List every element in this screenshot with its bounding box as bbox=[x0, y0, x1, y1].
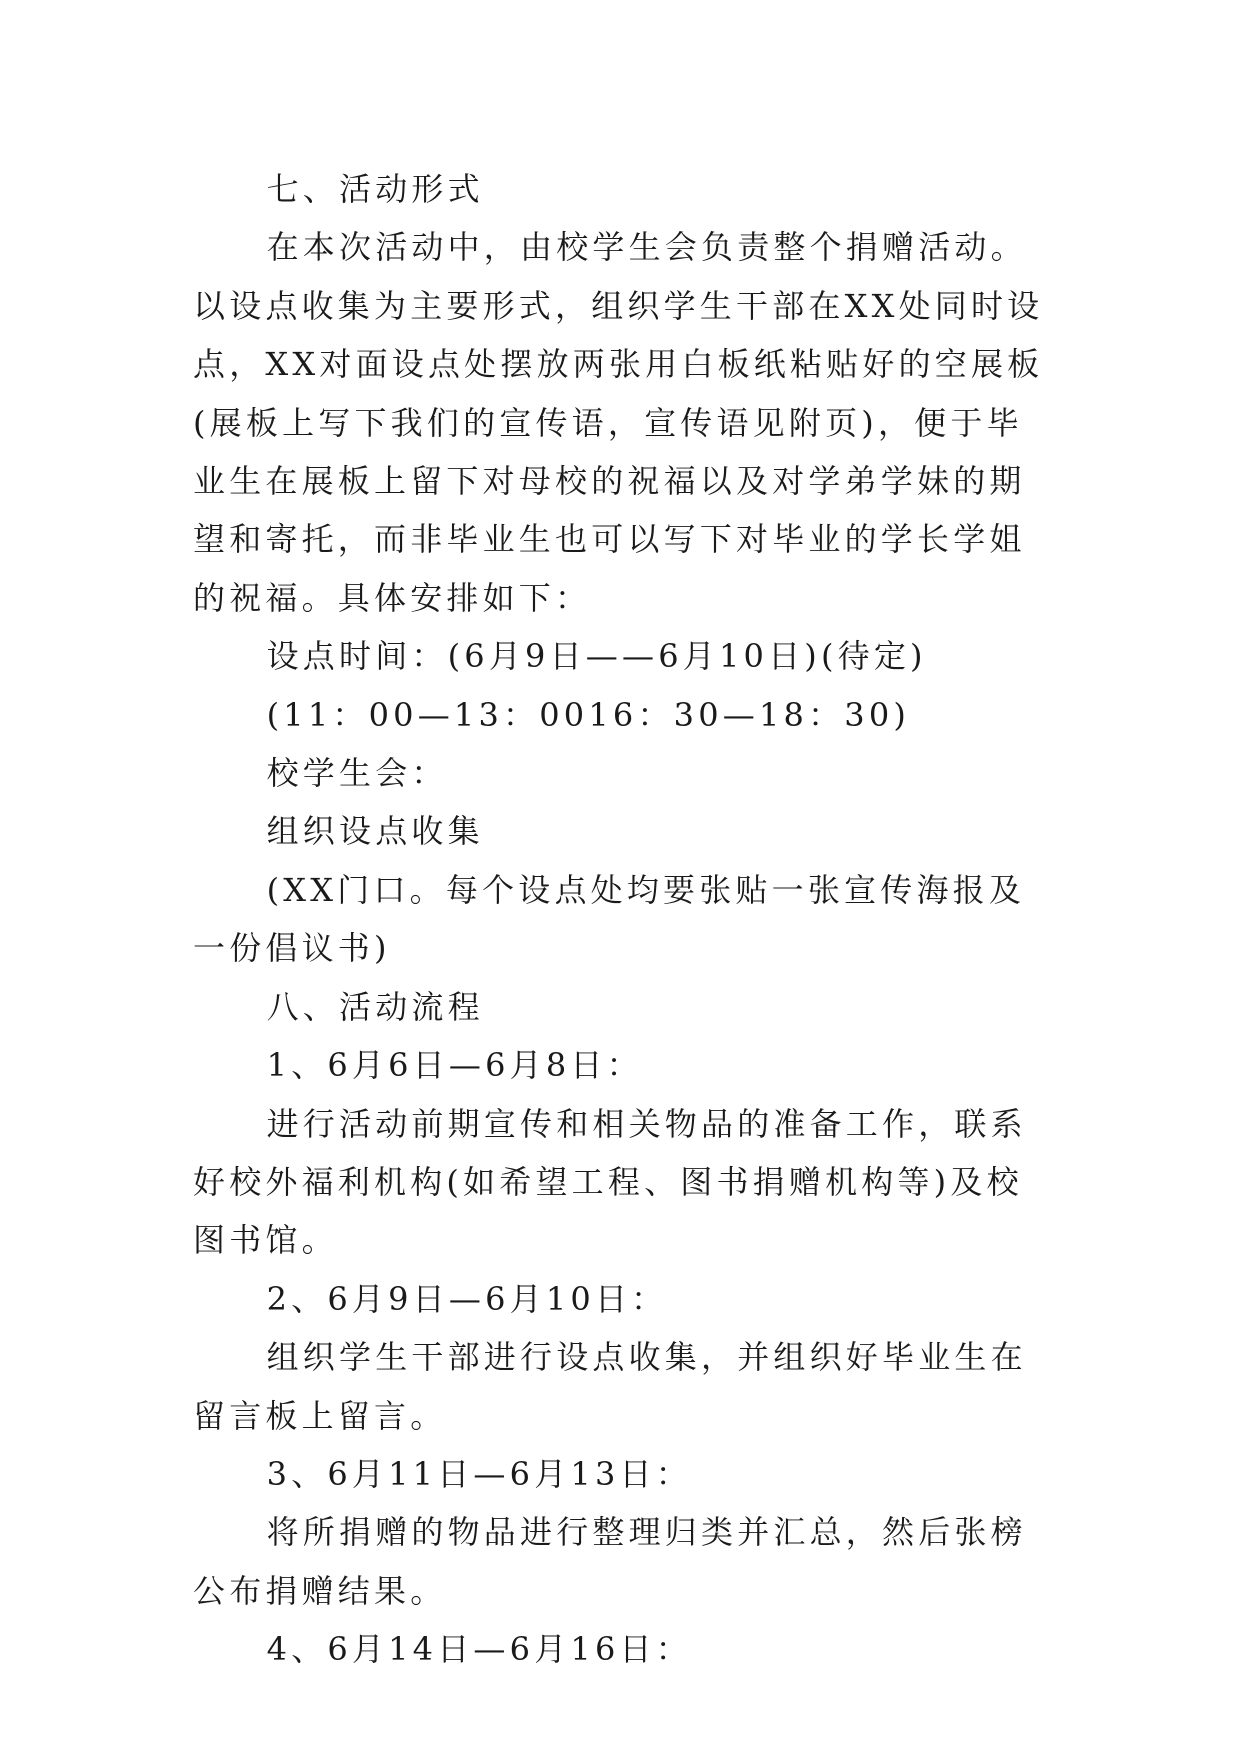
paragraph-step-1-detail: 进行活动前期宣传和相关物品的准备工作，联系好校外福利机构(如希望工程、图书捐赠机构等)及校图书馆。 bbox=[193, 1104, 1027, 1260]
paragraph-step-3-detail: 将所捐赠的物品进行整理归类并汇总，然后张榜公布捐赠结果。 bbox=[193, 1513, 1027, 1610]
paragraph-time-slots: (11：00—13：0016：30—18：30) bbox=[266, 695, 911, 734]
paragraph-organize-collection: 组织设点收集 bbox=[266, 812, 484, 851]
section-heading-activity-form: 七、活动形式 bbox=[266, 170, 484, 208]
paragraph-activity-description: 在本次活动中，由校学生会负责整个捐赠活动。以设点收集为主要形式，组织学生干部在XX处同时设点，XX对面设点处摆放两张用白板纸粘贴好的空展板(展板上写下我们的宣传语，宣传语见附页)，便于毕业生在展板上留下对母校的祝福以及对学弟学妹的期望和寄托，而非毕业生也可以写下对毕业的学长学姐的祝福。具体安排如下： bbox=[193, 228, 1044, 617]
document-body bbox=[193, 160, 1053, 1679]
paragraph-setup-time: 设点时间：(6月9日——6月10日)(待定) bbox=[266, 637, 927, 676]
paragraph-step-2-detail: 组织学生干部进行设点收集，并组织好毕业生在留言板上留言。 bbox=[193, 1338, 1027, 1435]
paragraph-step-1-date: 1、6月6日—6月8日： bbox=[266, 1046, 643, 1085]
paragraph-location-note: (XX门口。每个设点处均要张贴一张宣传海报及一份倡议书) bbox=[193, 870, 1026, 968]
paragraph-student-union: 校学生会： bbox=[266, 754, 448, 793]
paragraph-step-4-date: 4、6月14日—6月16日： bbox=[266, 1630, 692, 1669]
paragraph-step-3-date: 3、6月11日—6月13日： bbox=[266, 1454, 692, 1493]
paragraph-step-2-date: 2、6月9日—6月10日： bbox=[266, 1279, 668, 1318]
section-heading-activity-process: 八、活动流程 bbox=[266, 987, 484, 1026]
